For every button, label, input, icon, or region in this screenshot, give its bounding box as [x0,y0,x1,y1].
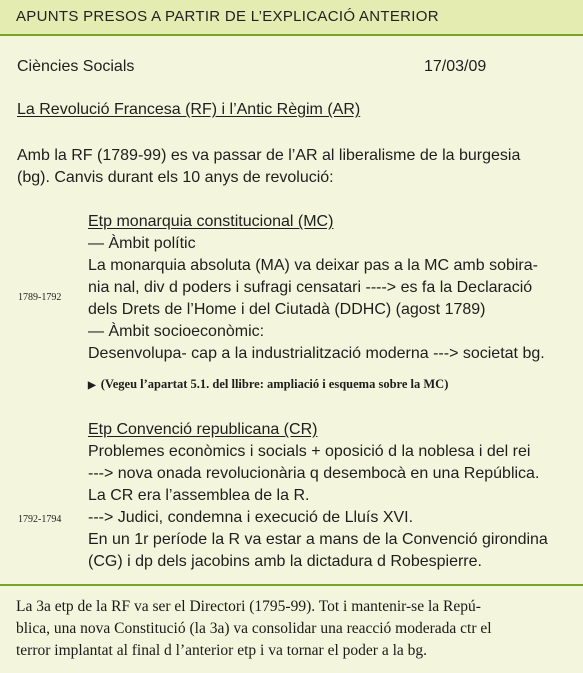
summary-line: terror implantat al final d l’anterior etp i va tornar el poder a la bg. [16,642,428,659]
stage2-title: Etp Convenció republicana (CR) [88,421,318,438]
stage1-note [88,377,448,392]
stage1-line: Desenvolupa- cap a la industrialització moderna ---> societat bg. [88,345,545,362]
intro-line-1: Amb la RF (1789-99) es va passar de l’AR al liberalisme de la burgesia [17,147,521,164]
topic-title: La Revolució Francesa (RF) i l’Antic Règim (AR) [17,101,361,118]
stage1-line: nia nal, div d poders i sufragi censatari ----> es fa la Declaració [88,279,533,296]
stage1-line: La monarquia absoluta (MA) va deixar pas a la MC amb sobira- [88,257,538,274]
date-label: 17/03/09 [424,58,487,75]
triangle-right-icon: ▶ [88,380,96,391]
stage2-line: ---> nova onada revolucionària q desembocà en una República. [88,465,540,482]
subject-label: Ciències Socials [17,58,135,75]
stage1-line: — Àmbit socioeconòmic: [88,323,265,340]
stage2-line: ---> Judici, condemna i execució de Lluís XVI. [88,509,414,526]
stage1-line: dels Drets de l’Home i del Ciutadà (DDHC) (agost 1789) [88,301,486,318]
summary-line: blica, una nova Constitució (la 3a) va consolidar una reacció moderada ctr el [16,620,492,637]
stage1-note-text: (Vegeu l’apartat 5.1. del llibre: ampliació i esquema sobre la MC) [100,377,449,391]
stage1-years: 1789-1792 [18,292,62,303]
summary-box [0,584,583,673]
header-bar [0,0,583,36]
stage2-line: En un 1r període la R va estar a mans de la Convenció girondina [88,531,548,548]
stage2-line: (CG) i dp dels jacobins amb la dictadura d Robespierre. [88,553,482,570]
intro-line-2: (bg). Canvis durant els 10 anys de revolució: [17,169,334,186]
summary-line: La 3a etp de la RF va ser el Directori (1795-99). Tot i mantenir-se la Repú- [16,598,481,615]
stage2-line: Problemes econòmics i socials + oposició d la noblesa i del rei [88,443,531,460]
header-title: APUNTS PRESOS A PARTIR DE L’EXPLICACIÓ ANTERIOR [16,8,439,25]
stage1-title: Etp monarquia constitucional (MC) [88,213,334,230]
stage2-years: 1792-1794 [18,514,62,525]
stage1-line: — Àmbit polític [88,235,196,252]
stage2-line: La CR era l’assemblea de la R. [88,487,310,504]
